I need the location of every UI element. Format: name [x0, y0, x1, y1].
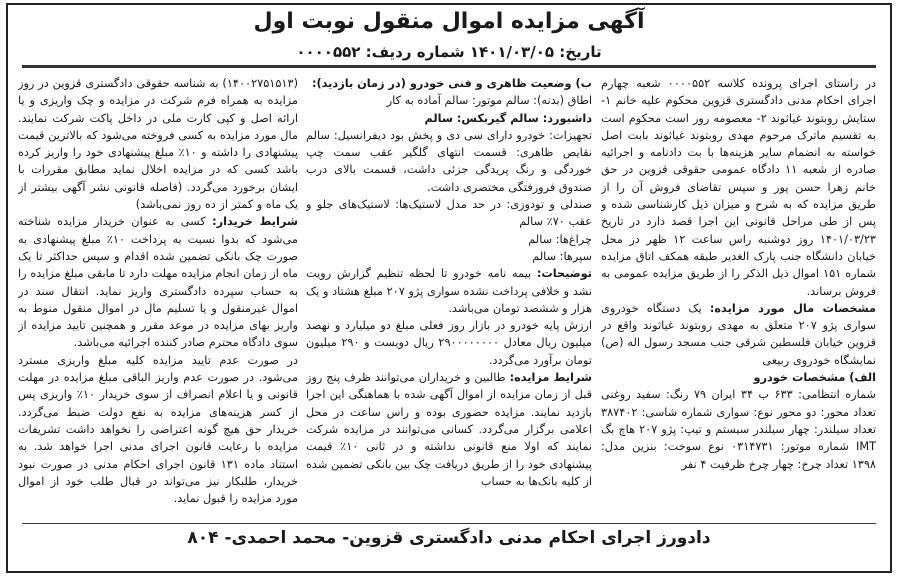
notice-date-reference: تاریخ: ۱۴۰۱/۰۳/۰۵ شماره ردیف: ۰۰۰۰۵۵۲ [296, 43, 602, 61]
account-paragraph: (۱۴۰۰۲۷۵۱۵۱۳) به شناسه حقوقی دادگستری قزوین در روز مزایده به همراه فرم شرکت در مزایده و چک واریزی و یا ارائه اصل و کپی کارت ملی در داخل پاکت شرکت نمایند. مال مورد مزایده به کسی فروخته می‌شود که بالاترین قیمت پیشنهادی را داشته و ۱۰٪ مبلغ پیشنهادی خود را واریز کرده باشد کسی که در مزایده اخلال نماید مطابق مقررات با ایشان برخورد می‌گردد. (فاصله قانونی نشر آگهی بیشتر از یک ماه و کمتر از ده روز نمی‌باشد) [18, 77, 298, 212]
column-left [18, 75, 298, 515]
item-spec-text: یک دستگاه خودروی سواری پژو ۲۰۷ متعلق به مهدی روبتوند غیاثوند واقع در قزوین خیابان فلسطین شرقی جنب مسجد رسول اله (ص) نمایشگاه خودروی ربیعی [601, 301, 876, 367]
buyer-conditions-text: کسی به عنوان خریدار مزایده شناخته می‌شود که بدوا نسبت به پرداخت ۱۰٪ مبلغ پیشنهادی به صورت چک بانکی تضمین شده اقدام و سپس حداکثر تا یک ماه از زمان انجام مزایده مهلت دارد تا مابقی مبلغ مزایده را به حساب سپرده دادگستری واریز نماید. انتقال سند در اموال غیرمنقول و یا تسلیم مال در اموال منقول منوط به واریز بهای مزایده در موعد مقرر و همچنین تایید مزایده از سوی دادگاه محترم صادر کننده اجرائیه می‌باشد. [18, 215, 298, 350]
intro-paragraph: در راستای اجرای پرونده کلاسه ۰۰۰۰۵۵۲ شعبه چهارم اجرای احکام مدنی دادگستری قزوین محکوم علیه خانم ۱- ستایش روبتوند غیاثوند ۲- معصومه رور است محکوم است به تقسیم ماترک مرحوم مهدی روبتوند غیاثوند بابت اصل خواسته به انضمام سایر هزینه‌ها با بت دادنامه و اجرائیه صادره از شعبه ۱۱ دادگاه عمومی حقوقی قزوین در حق خانم زهرا حسن پور و سپس تقاضای فروش آن را از طریق مزایده که به شرح و میزان ذیل کارشناسی شده و پس از طی مراحل قانونی این اجرا قصد دارد در تاریخ ۱۴۰۱/۰۳/۲۳ روز دوشنبه راس ساعت ۱۲ ظهر در محل خیابان دانشگاه جنب پارک الغدیر طبقه همکف اتاق مزایده شماره ۱۵۱ اموال ذیل الذکر را از طریق مزایده عمومی به فروش برساند. [601, 77, 876, 298]
signature-line: دادورز اجرای احکام مدنی دادگستری قزوین- محمد احمدی- ۸۰۴ [187, 528, 711, 548]
auction-conditions-text: طالبین و خریداران می‌توانند ظرف پنج روز قبل از زمان مزایده از اموال آگهی شده با هماهنگی این اجرا بازدید نمایند. مزایده حضوری بوده و راس ساعت در محل اعلامی برگزار می‌گردد. کسانی می‌توانند در مزایده شرکت نمایند که اولا منع قانونی نداشته و در ثانی ۱۰٪ قیمت پیشنهادی خود را از طریق دریافت چک بین بانکی تضمین شده از کلیه بانک‌ها به حساب [306, 371, 592, 488]
item-spec-paragraph [601, 300, 876, 369]
condition-heading: ب) وضعیت ظاهری و فنی خودرو (در زمان بازدید): [311, 77, 592, 90]
equipment-paragraph: تجهیزات: خودرو دارای سی دی و پخش بود دیفرانسیل: سالم نقایص ظاهری: قسمت انتهای گلگیر عقب سمت چپ خوردگی و رنگ پریدگی جزئی داشت، قسمت بالای درب صندوق فرورفتگی مختصری داشت. [306, 128, 592, 194]
dashboard-gearbox-line: داشبورد: سالم گیربکس: سالم [424, 111, 592, 125]
base-value-paragraph: ارزش پایه خودرو در بازار روز فعلی مبلغ دو میلیارد و نهصد میلیون ریال معادل ۲۹۰۰۰۰۰۰۰۰ ریال دویست و ۲۹۰ میلیون تومان برآورد می‌گردد. [306, 319, 592, 367]
vehicle-specs-heading: الف) مشخصات خودرو [753, 371, 876, 385]
column-middle [306, 75, 592, 515]
header-divider-thin [22, 67, 876, 68]
auction-conditions-label: شرایط مزایده: [509, 371, 592, 385]
notice-title: آگهی مزایده اموال منقول نوبت اول [253, 9, 645, 34]
column-right [601, 75, 876, 515]
lights-line: چراغ‌ها: سالم [528, 232, 592, 246]
bumpers-line: سپرها: سالم [532, 249, 592, 263]
notice-frame [6, 3, 892, 573]
buyer-conditions-paragraph [18, 213, 298, 351]
body-engine-line: اطاق (بدنه): سالم موتور: سالم آماده به کار [386, 94, 592, 108]
footer-divider [22, 523, 876, 524]
auction-conditions-paragraph [306, 369, 592, 490]
buyer-conditions-label: شرایط خریدار: [212, 215, 298, 229]
notes-paragraph [306, 265, 592, 317]
vehicle-specs-text: شماره انتظامی: ۶۳۳ ب ۳۴ ایران ۷۹ رنگ: سفید روغنی تعداد محور: دو محور نوع: سواری شماره شاسی: ۳۸۷۴۰۲ تعداد سیلندر: چهار سیلندر سیستم و تیپ: پژو ۲۰۷ هاچ بگ IMT شماره موتور: ۰۳۱۴۷۳۱ نوع سوخت: بنزین مدل: ۱۳۹۸ تعداد چرخ: چهار چرخ ظرفیت ۴ نفر [601, 388, 876, 471]
seats-tires-line: صندلی و تودوزی: در حد مدل لاستیک‌ها: لاستیک‌های جلو و عقب ۷۰٪ سالم [306, 198, 592, 229]
item-spec-label: مشخصات مال مورد مزایده: [709, 301, 876, 315]
notes-label: توضیحات: [536, 267, 592, 281]
notes-text: بیمه نامه خودرو تا لحظه تنظیم گزارش رویت نشد و خلافی پرداخت نشده سواری پژو ۲۰۷ مبلغ هشتاد و یک هزار و ششصد تومان می‌باشد. [306, 267, 592, 315]
final-terms-paragraph: در صورت عدم تایید مزایده کلیه مبلغ واریزی مسترد می‌شود. در صورت عدم واریز الباقی مبلغ مزایده در مهلت قانونی و یا اعلام انصراف از سوی خریدار ۱۰٪ واریزی پس از کسر هزینه‌های مزایده به نفع دولت ضبط می‌گردد. خریدار حق هیچ گونه اعتراضی را نخواهد داشت تشریفات مزایده با رعایت قانون اجرای مدنی اجرا خواهد شد. به استناد ماده ۱۳۱ قانون اجرای احکام مدنی در صورت نبود خریدار، طلبکار نیز می‌تواند در قبال طلب خود از اموال مورد مزایده را قبول نماید. [18, 353, 298, 506]
